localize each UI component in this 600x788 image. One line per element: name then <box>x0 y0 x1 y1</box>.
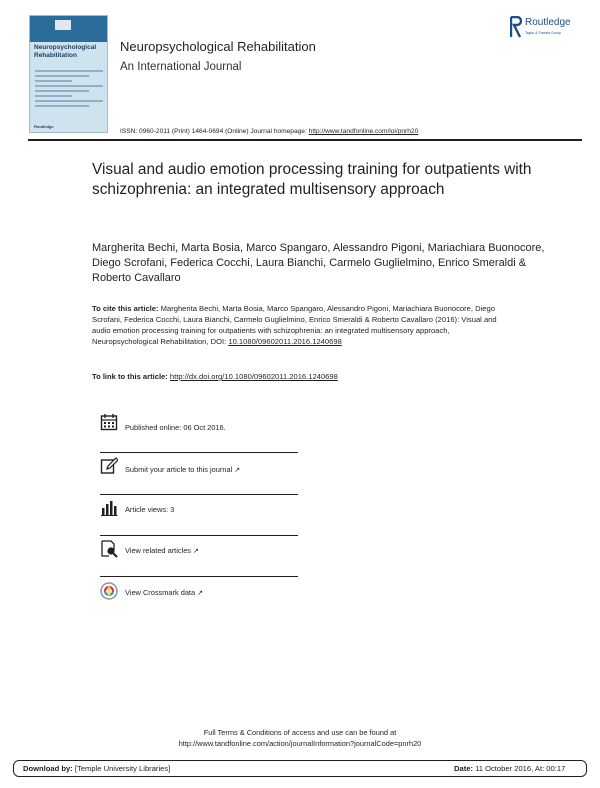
edit-icon <box>100 457 118 475</box>
journal-title: Neuropsychological Rehabilitation <box>120 39 316 54</box>
article-doi-url[interactable]: http://dx.doi.org/10.1080/09602011.2016.1240698 <box>169 372 338 381</box>
journal-homepage-link[interactable]: http://www.tandfonline.com/loi/pnrh20 <box>308 128 419 135</box>
submit-article-link[interactable]: Submit your article to this journal ↗ <box>125 465 241 474</box>
article-link-line <box>92 371 512 382</box>
publisher-name: Routledge <box>525 17 571 28</box>
header-divider <box>28 139 582 141</box>
publisher-logo <box>510 16 590 42</box>
citation-block <box>92 303 502 347</box>
terms-notice <box>0 728 600 749</box>
cite-label: To cite this article: <box>92 304 161 313</box>
cover-title: Neuropsychological Rehabilitation <box>34 44 97 59</box>
terms-url[interactable]: http://www.tandfonline.com/action/journalInformation?journalCode=pnrh20 <box>178 738 422 748</box>
article-authors: Margherita Bechi, Marta Bosia, Marco Spangaro, Alessandro Pigoni, Mariachiara Buonocore, Diego Scrofani, Federica Cocchi, Laura Bianchi, Carmelo Guglielmino, Enrico Smeraldi & Roberto Cavallaro <box>92 242 545 284</box>
published-online-row <box>100 413 298 453</box>
related-articles-row[interactable] <box>100 537 298 577</box>
bar-chart-icon <box>100 499 118 517</box>
link-label: To link to this article: <box>92 372 170 381</box>
download-date: Date: 11 October 2016, At: 00:17 <box>454 764 566 773</box>
issn-line <box>120 128 418 135</box>
crossmark-icon <box>100 582 118 600</box>
crossmark-row[interactable] <box>100 578 298 618</box>
doi-link[interactable]: 10.1080/09602011.2016.1240698 <box>228 337 342 346</box>
downloaded-by: Download by: [Temple University Libraries] <box>23 764 171 773</box>
download-info-bar <box>13 760 587 777</box>
related-articles-link[interactable]: View related articles ↗ <box>125 546 199 555</box>
article-title: Visual and audio emotion processing training for outpatients with schizophrenia: an integrated multisensory approach <box>92 161 532 198</box>
external-link-icon: ↗ <box>234 467 241 474</box>
cover-band <box>30 16 107 42</box>
terms-line: Full Terms & Conditions of access and use can be found at <box>203 728 397 737</box>
article-views-label: Article views: 3 <box>125 505 175 514</box>
calendar-icon <box>100 413 118 431</box>
published-online-label: Published online: 06 Oct 2016. <box>125 423 226 432</box>
cover-text-lines <box>35 70 103 110</box>
publisher-tagline: Taylor & Francis Group <box>525 31 561 35</box>
issn-text: ISSN: 0960-2011 (Print) 1464-0694 (Online) Journal homepage: <box>120 128 309 135</box>
journal-cover-image <box>29 15 108 133</box>
journal-subtitle: An International Journal <box>120 61 242 73</box>
routledge-logo-icon <box>510 16 522 38</box>
search-doc-icon <box>100 540 118 558</box>
external-link-icon: ↗ <box>193 548 199 555</box>
crossmark-link[interactable]: View Crossmark data ↗ <box>125 588 203 597</box>
submit-article-row[interactable] <box>100 455 298 495</box>
article-views-row <box>100 496 298 536</box>
cover-publisher: Routledge <box>34 124 54 129</box>
external-link-icon: ↗ <box>197 590 203 597</box>
cite-text: Margherita Bechi, Marta Bosia, Marco Spangaro, Alessandro Pigoni, Mariachiara Buonocore, Diego Scrofani, Federica Cocchi, Laura Bianchi, Carmelo Guglielmino, Enrico Smeraldi & Roberto Cavallaro (2016): Visual and audio emotion processing training for outpatients with schizophrenia: an integrated multisensory approach, Neuropsychological Rehabilitation, DOI: <box>92 304 497 346</box>
